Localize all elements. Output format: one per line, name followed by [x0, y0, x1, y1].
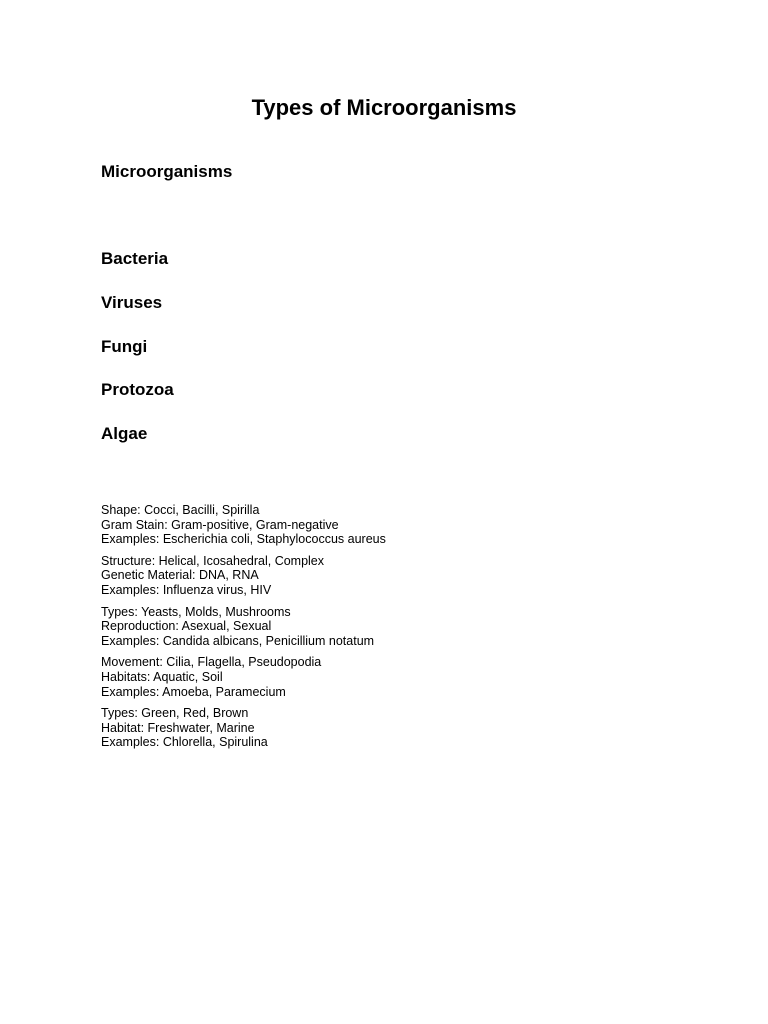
detail-block-algae — [101, 706, 386, 750]
detail-line: Types: Yeasts, Molds, Mushrooms — [101, 604, 291, 619]
detail-line: Structure: Helical, Icosahedral, Complex — [101, 553, 325, 568]
details-section — [101, 503, 386, 757]
detail-line: Types: Green, Red, Brown — [101, 706, 249, 721]
detail-line: Examples: Candida albicans, Penicillium notatum — [101, 633, 375, 648]
detail-block-bacteria — [101, 503, 386, 547]
detail-block-fungi — [101, 605, 386, 649]
detail-line: Genetic Material: DNA, RNA — [101, 568, 259, 583]
detail-block-protozoa — [101, 655, 386, 699]
detail-line: Movement: Cilia, Flagella, Pseudopodia — [101, 655, 322, 670]
detail-line: Examples: Amoeba, Paramecium — [101, 684, 286, 699]
category-list — [101, 248, 174, 467]
detail-line: Shape: Cocci, Bacilli, Spirilla — [101, 503, 260, 517]
category-bacteria: Bacteria — [101, 249, 169, 268]
category-protozoa: Protozoa — [101, 380, 174, 400]
page-title: Types of Microorganisms — [251, 95, 517, 120]
category-algae: Algae — [101, 424, 148, 444]
detail-line: Examples: Chlorella, Spirulina — [101, 735, 268, 750]
detail-line: Habitat: Freshwater, Marine — [101, 720, 255, 735]
section-heading: Microorganisms — [101, 162, 233, 181]
detail-block-viruses — [101, 554, 386, 598]
category-fungi: Fungi — [101, 336, 148, 356]
detail-line: Reproduction: Asexual, Sexual — [101, 619, 272, 634]
detail-line: Habitats: Aquatic, Soil — [101, 669, 223, 684]
category-viruses: Viruses — [101, 292, 163, 312]
detail-line: Examples: Escherichia coli, Staphylococcus aureus — [101, 532, 386, 547]
detail-line: Examples: Influenza virus, HIV — [101, 582, 272, 597]
detail-line: Gram Stain: Gram-positive, Gram-negative — [101, 517, 339, 532]
